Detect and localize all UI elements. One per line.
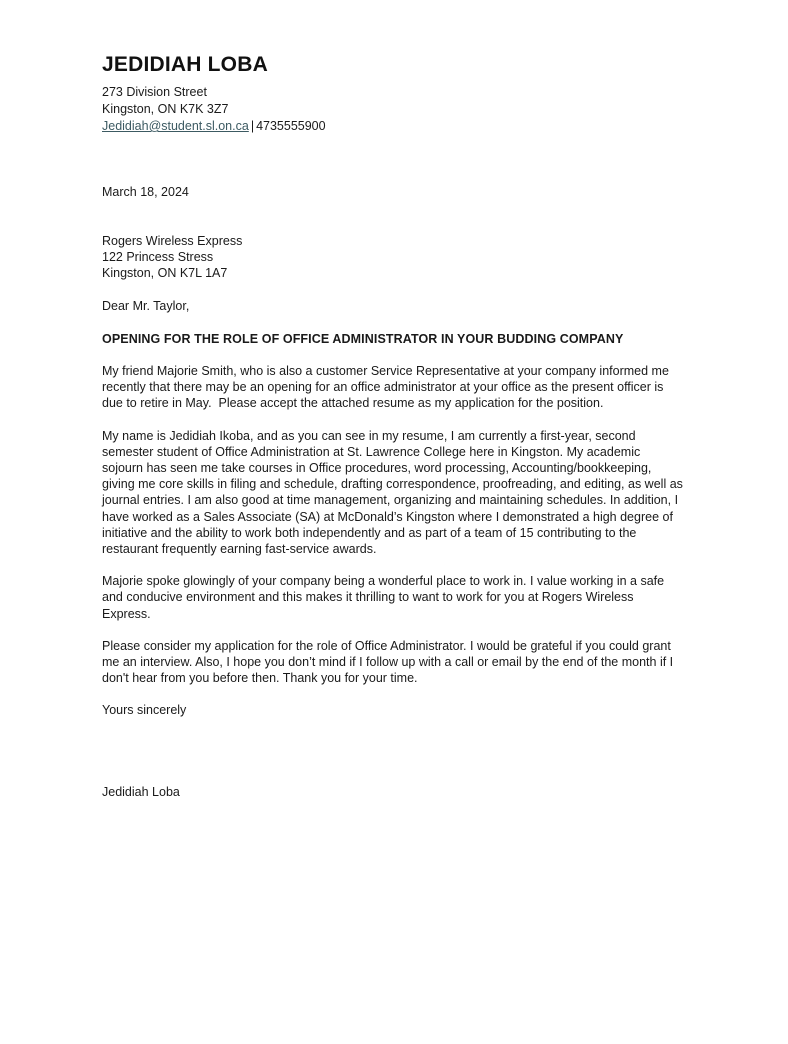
- salutation: Dear Mr. Taylor,: [102, 299, 190, 313]
- recipient-city-line: Kingston, ON K7L 1A7: [102, 266, 228, 280]
- recipient-street: 122 Princess Stress: [102, 250, 214, 264]
- letter-content: [102, 52, 687, 800]
- signature-name: Jedidiah Loba: [102, 785, 180, 800]
- closing-salutation: Yours sincerely: [102, 703, 187, 718]
- body-paragraph-1: My friend Majorie Smith, who is also a customer Service Representative at your company informed me recently that there may be an opening for an office administrator at your office as the present officer is due to retire in May. Please accept the attached resume as my application for the position.: [102, 364, 673, 411]
- contact-separator: |: [250, 119, 255, 133]
- subject-line: OPENING FOR THE ROLE OF OFFICE ADMINISTRATOR IN YOUR BUDDING COMPANY: [102, 332, 624, 346]
- recipient-address-block: [102, 233, 684, 281]
- letterhead: [102, 52, 684, 135]
- sender-street: 273 Division Street: [102, 85, 207, 99]
- letter-date: March 18, 2024: [102, 185, 189, 199]
- sender-name: JEDIDIAH LOBA: [102, 53, 268, 76]
- body-paragraph-4: Please consider my application for the role of Office Administrator. I would be grateful if you could grant me an interview. Also, I hope you don’t mind if I follow up with a call or email by the end of the month if I don't hear from you before then. Thank you for your time.: [102, 638, 677, 686]
- recipient-company: Rogers Wireless Express: [102, 234, 243, 248]
- sender-contact-line: [102, 118, 684, 135]
- sender-city-line: Kingston, ON K7K 3Z7: [102, 101, 229, 116]
- body-paragraph-3: Majorie spoke glowingly of your company being a wonderful place to work in. I value working in a safe and conducive environment and this makes it thrilling to want to work for you at Rogers Wireless Express.: [102, 574, 668, 621]
- body-paragraph-2: My name is Jedidiah Ikoba, and as you can see in my resume, I am currently a first-year, second semester student of Office Administration at St. Lawrence College here in Kingston. My academic sojourn has seen me take courses in Office procedures, word processing, Accounting/bookkeeping, giving me core skills in filing and schedule, drafting correspondence, proofreading, and editing, as well as journal entries. I am also good at time management, organizing and maintaining schedules. In addition, I have worked as a Sales Associate (SA) at McDonald’s Kingston where I demonstrated a high degree of initiative and the ability to work both independently and as part of a team of 15 contributing to the restaurant frequently earning fast-service awards.: [102, 428, 687, 557]
- letter-body: [102, 363, 687, 686]
- sender-phone: 4735555900: [256, 119, 326, 133]
- sender-email-link[interactable]: Jedidiah@student.sl.on.ca: [102, 119, 249, 133]
